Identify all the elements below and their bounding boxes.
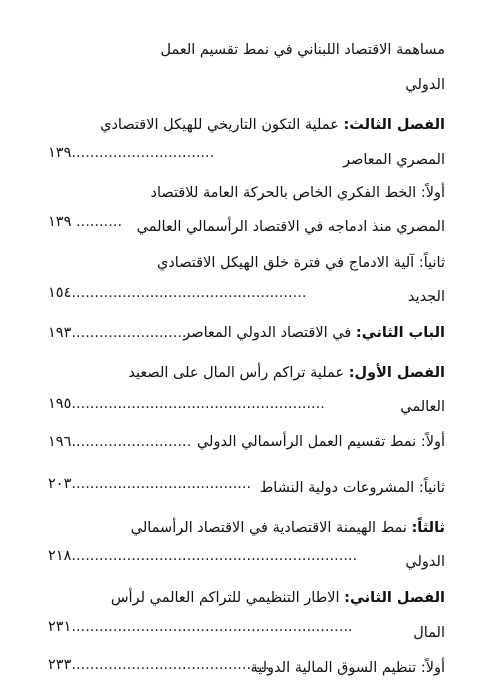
toc-leader: ٢١٨.............................................................. bbox=[48, 548, 358, 564]
toc-entry-text: ثانياً: آلية الادماج في فترة خلق الهيكل الاقتصادي bbox=[156, 255, 445, 271]
page-number: ١٥٤ bbox=[48, 285, 72, 301]
toc-entry-text: مساهمة الاقتصاد اللبناني في نمط تقسيم العمل bbox=[160, 42, 445, 58]
toc-entry-text: الدولي bbox=[405, 554, 445, 570]
page-number: ٢٣٣ bbox=[48, 657, 72, 673]
toc-entry-text: الفصل الثاني: الاطار التنظيمي للتراكم العالمي لرأس bbox=[110, 590, 445, 606]
toc-entry-prefix: ثانياً: bbox=[418, 255, 445, 271]
toc-entry-text: المال bbox=[413, 625, 445, 641]
toc-entry-text: أولاً: تنظيم السوق المالية الدولية bbox=[250, 660, 445, 676]
page-number: ١٣٩ bbox=[48, 145, 72, 161]
page-number: ٢٣١ bbox=[48, 619, 72, 635]
toc-leader: ١٥٤................................................... bbox=[48, 285, 307, 301]
toc-entry-prefix: الفصل الثالث: bbox=[343, 117, 445, 133]
toc-entry-prefix: ثانياً: bbox=[418, 480, 445, 496]
toc-entry-prefix: أولاً: bbox=[420, 434, 445, 450]
page-number: ١٩٥ bbox=[48, 396, 72, 412]
toc-entry-text: العالمي bbox=[400, 399, 445, 415]
toc-leader: ١٣٩ .......... bbox=[48, 214, 123, 230]
toc-leader: ١٩٥....................................................... bbox=[48, 396, 325, 412]
toc-leader: ١٩٦.......................... bbox=[48, 434, 192, 450]
toc-entry-prefix: أولاً: bbox=[420, 660, 445, 676]
toc-entry-text: الفصل الثالث: عملية التكون التاريخي للهيكل الاقتصادي bbox=[100, 117, 445, 133]
toc-entry-text: الفصل الأول: عملية تراكم رأس المال على الصعيد bbox=[128, 365, 445, 381]
toc-entry-prefix: أولاً: bbox=[420, 185, 445, 201]
page-number: ٢٠٣ bbox=[48, 476, 72, 492]
toc-entry-text: الباب الثاني: في الاقتصاد الدولي المعاصر bbox=[183, 325, 445, 341]
toc-leader: ١٩٣.......................... bbox=[48, 325, 192, 341]
toc-leader: ٢٠٣....................................... bbox=[48, 476, 252, 492]
page-number: ٢١٨ bbox=[48, 548, 72, 564]
page-number: ١٩٣ bbox=[48, 325, 72, 341]
toc-entry-prefix: ثالثاً: bbox=[411, 520, 445, 536]
toc-entry-text: الجديد bbox=[407, 289, 445, 305]
page-number: ١٩٦ bbox=[48, 434, 72, 450]
toc-entry-text: المصري المعاصر bbox=[343, 152, 445, 168]
toc-leader: ٢٣١............................................................. bbox=[48, 619, 353, 635]
toc-leader: ١٣٩............................... bbox=[48, 145, 215, 161]
toc-entry-prefix: الفصل الأول: bbox=[348, 365, 445, 381]
toc-entry-text: المصري منذ ادماجه في الاقتصاد الرأسمالي العالمي bbox=[136, 219, 445, 235]
toc-entry-text: الدولي bbox=[405, 77, 445, 93]
toc-entry-text: ثانياً: المشروعات دولية النشاط bbox=[259, 480, 445, 496]
toc-entry-prefix: الباب الثاني: bbox=[355, 325, 445, 341]
toc-entry-text: ثالثاً: نمط الهيمنة الاقتصادية في الاقتصاد الرأسمالي bbox=[130, 520, 445, 536]
toc-leader: ٢٣٣........................................... bbox=[48, 657, 270, 673]
toc-entry-text: أولاً: الخط الفكري الخاص بالحركة العامة للاقتصاد bbox=[150, 185, 445, 201]
page-number: ١٣٩ bbox=[48, 214, 72, 230]
toc-entry-text: أولاً: نمط تقسيم العمل الرأسمالي الدولي bbox=[196, 434, 445, 450]
toc-entry-prefix: الفصل الثاني: bbox=[344, 590, 445, 606]
